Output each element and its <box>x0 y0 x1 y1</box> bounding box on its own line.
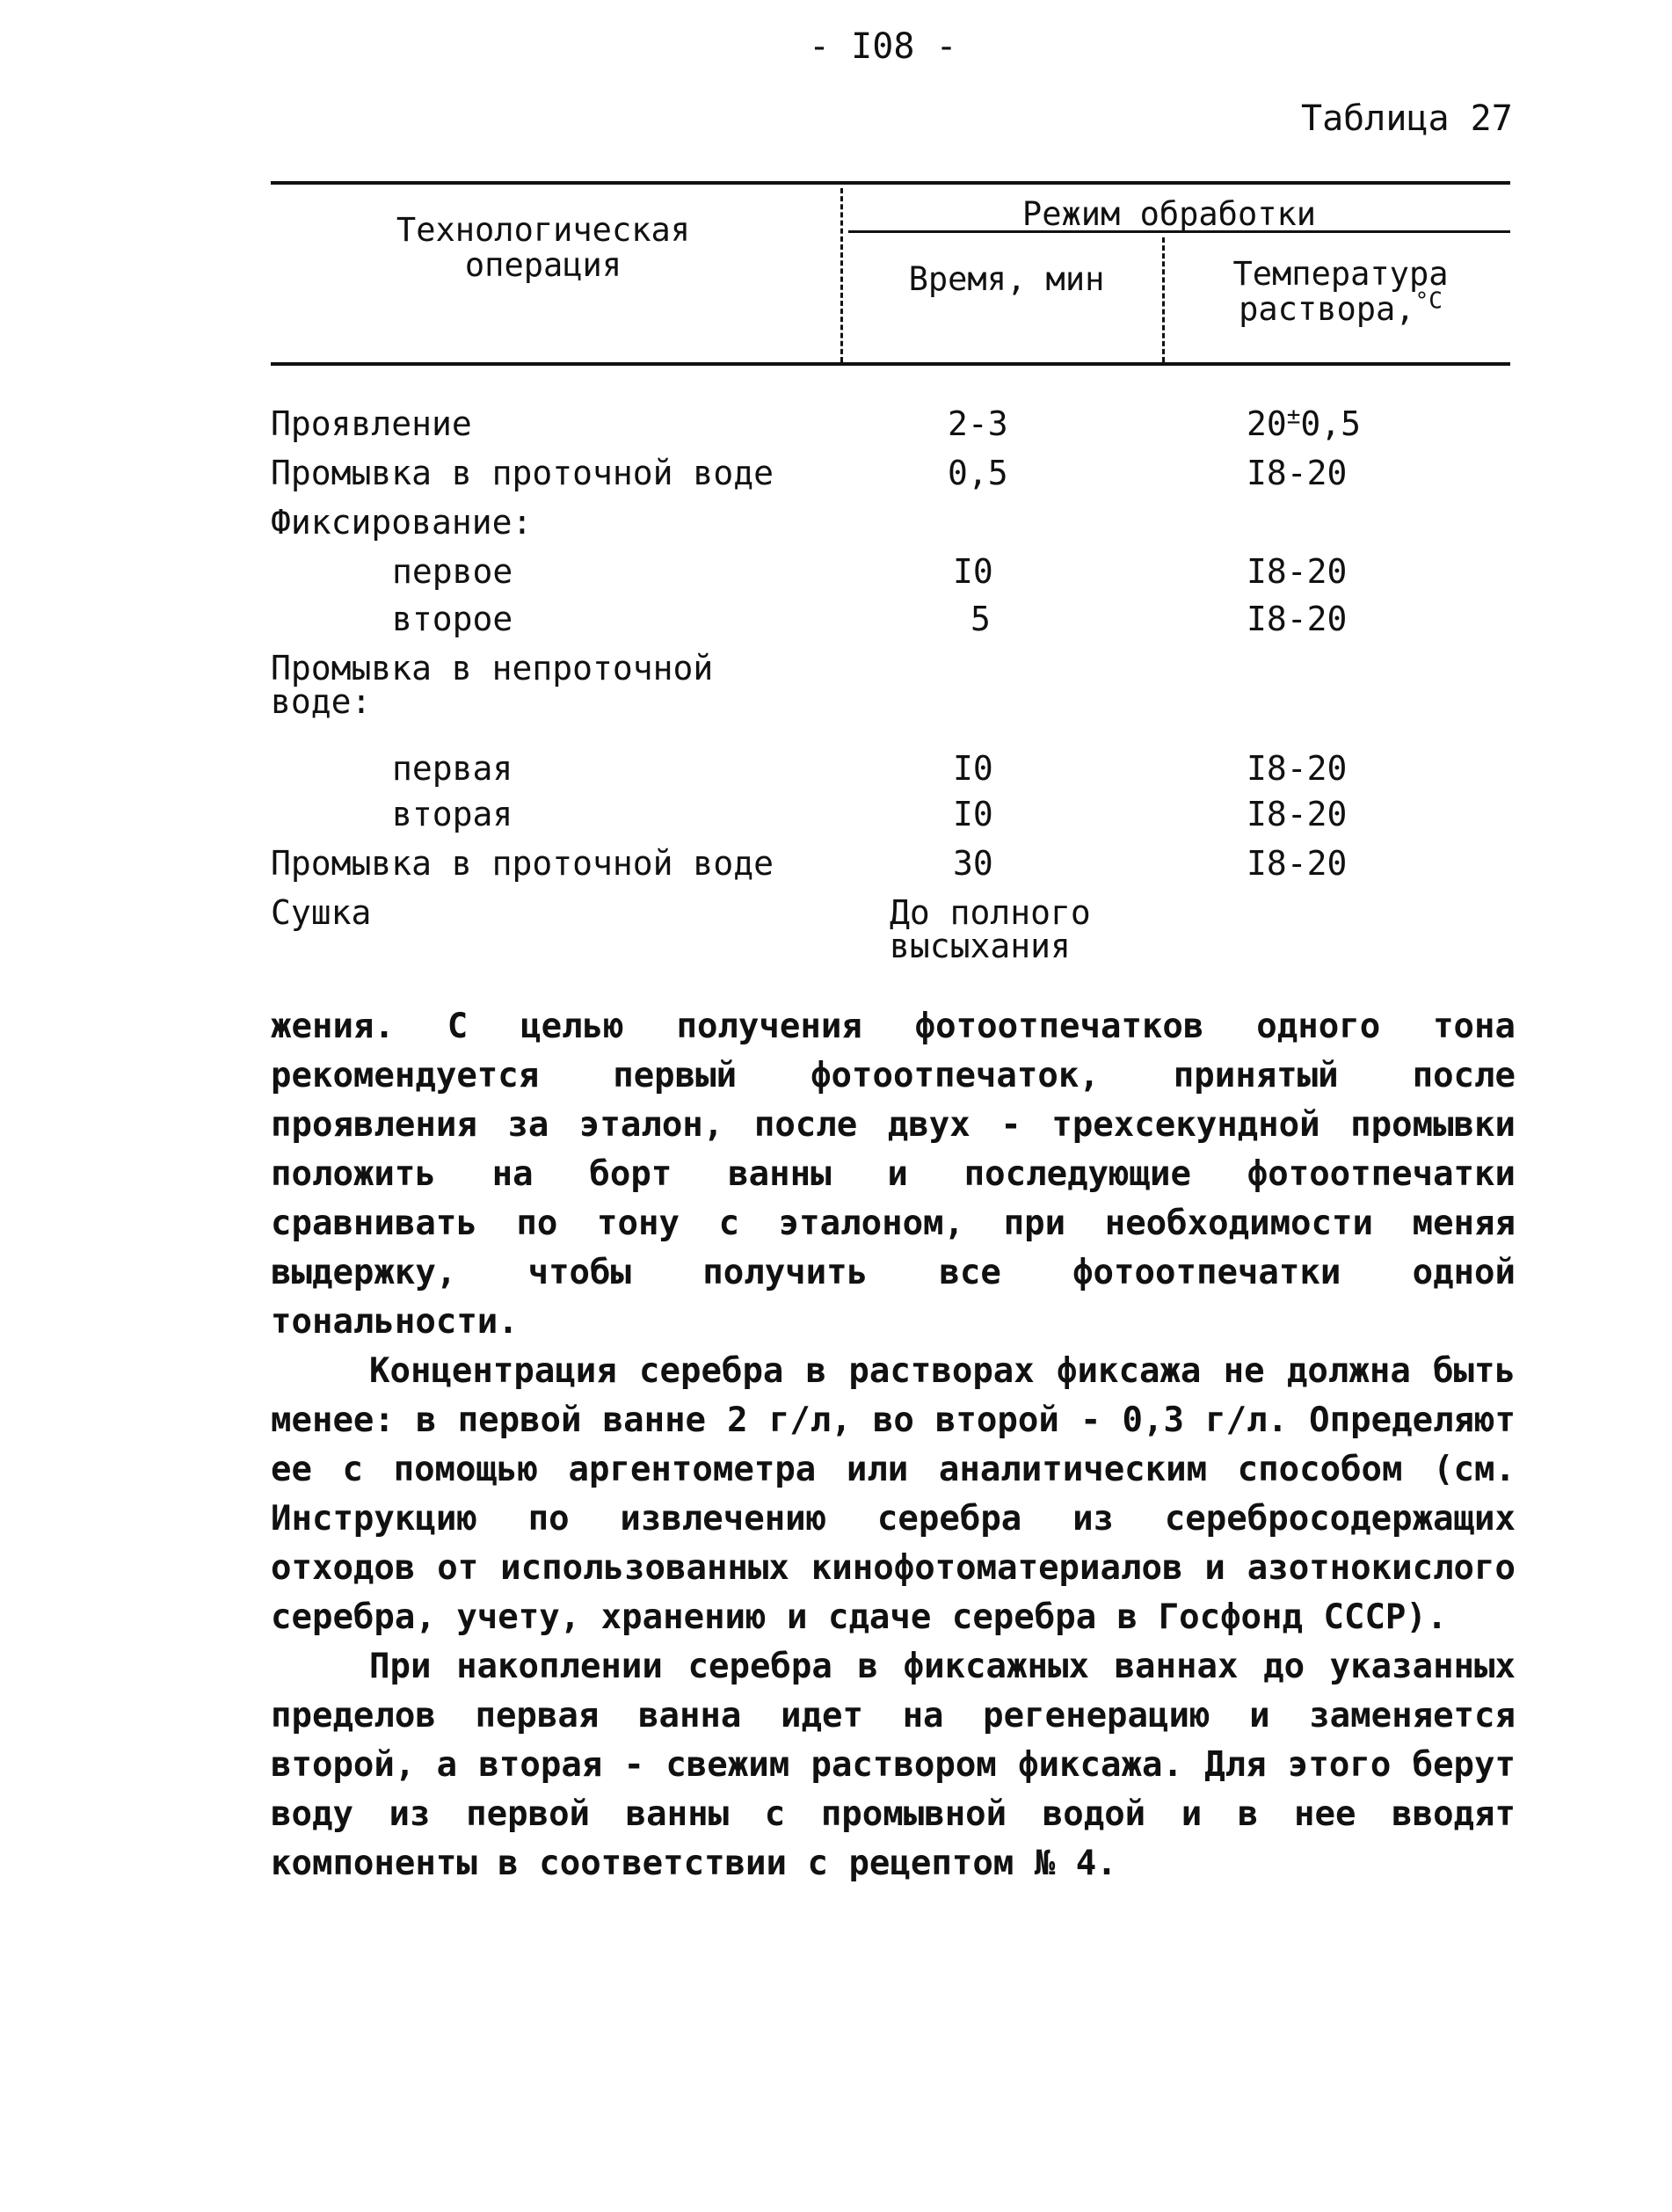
row-9-operation: Промывка в проточной воде <box>271 844 774 883</box>
header-operation: Технологическая операция <box>396 211 691 284</box>
row-8-time: I0 <box>953 795 993 833</box>
paragraph-3: При накоплении серебра в фиксажных ваннах до указанных пределов первая ванна идет на регенерацию и заменяется второй, а вторая - свежим раствором фиксажа. Для этого берут воду из первой ванны с промывной водой и в нее вводят компоненты в соответствии с рецептом № 4. <box>271 1647 1516 1883</box>
row-5-operation: второе <box>392 600 513 638</box>
row-4-temp: I8-20 <box>1247 552 1348 591</box>
row-8-temp: I8-20 <box>1247 795 1348 833</box>
table-header-bottom-rule <box>271 362 1510 366</box>
plus-minus-sign: ± <box>1286 403 1301 430</box>
paragraph-2: Концентрация серебра в растворах фиксажа не должна быть менее: в первой ванне 2 г/л, во второй - 0,3 г/л. Определяют ее с помощью аргентометра или аналитическим способом (см. Инструкцию по извлечению серебра из серебросодержащих отходов от использованных кинофотоматериалов и азотнокислого серебра, учету, хранению и сдаче серебра в Госфонд СССР). <box>271 1351 1516 1637</box>
header-temperature <box>1178 257 1503 327</box>
table-label: Таблица 27 <box>1301 98 1513 139</box>
row-1-temp-rest: 0,5 <box>1300 404 1362 443</box>
row-8-operation: вторая <box>392 795 513 833</box>
paragraph-1: жения. С целью получения фотоотпечатков одного тона рекомендуется первый фотоотпечаток, принятый после проявления за эталон, после двух - трехсекундной промывки положить на борт ванны и последующие фотоотпечатки сравнивать по тону с эталоном, при необходимости меняя выдержку, чтобы получить все фотоотпечатки одной тональности. <box>271 1007 1516 1342</box>
row-2-temp: I8-20 <box>1247 454 1348 492</box>
header-temperature-label: Температура раствора, <box>1232 255 1449 328</box>
row-6-operation-line1: Промывка в непроточной <box>271 649 714 688</box>
row-7-time: I0 <box>953 749 993 788</box>
column-divider-2 <box>1162 237 1165 362</box>
row-10-operation: Сушка <box>271 893 372 932</box>
row-10-time-line1: До полного <box>890 893 1091 932</box>
row-9-time: 30 <box>953 844 993 883</box>
row-7-operation: первая <box>392 749 513 788</box>
page-number: - I08 - <box>809 26 957 67</box>
row-1-temp-base: 20 <box>1247 404 1287 443</box>
row-2-operation: Промывка в проточной воде <box>271 454 774 492</box>
row-5-temp: I8-20 <box>1247 600 1348 638</box>
header-time: Время, мин <box>908 260 1105 298</box>
row-6-operation-line2: воде: <box>271 682 372 721</box>
column-divider-1 <box>840 188 843 362</box>
row-3-operation: Фиксирование: <box>271 503 533 542</box>
row-5-time: 5 <box>970 600 991 638</box>
row-4-time: I0 <box>953 552 993 591</box>
table-top-rule <box>271 181 1510 185</box>
header-group-title: Режим обработки <box>1021 195 1317 233</box>
row-2-time: 0,5 <box>948 454 1008 492</box>
row-7-temp: I8-20 <box>1247 749 1348 788</box>
body-text <box>271 1002 1516 1888</box>
row-9-temp: I8-20 <box>1247 844 1348 883</box>
header-temperature-unit: °C <box>1414 287 1443 315</box>
row-1-time: 2-3 <box>948 404 1008 443</box>
row-4-operation: первое <box>392 552 513 591</box>
row-10-time-line2: высыхания <box>890 927 1071 965</box>
row-1-operation: Проявление <box>271 404 472 443</box>
row-1-temp <box>1247 403 1362 443</box>
